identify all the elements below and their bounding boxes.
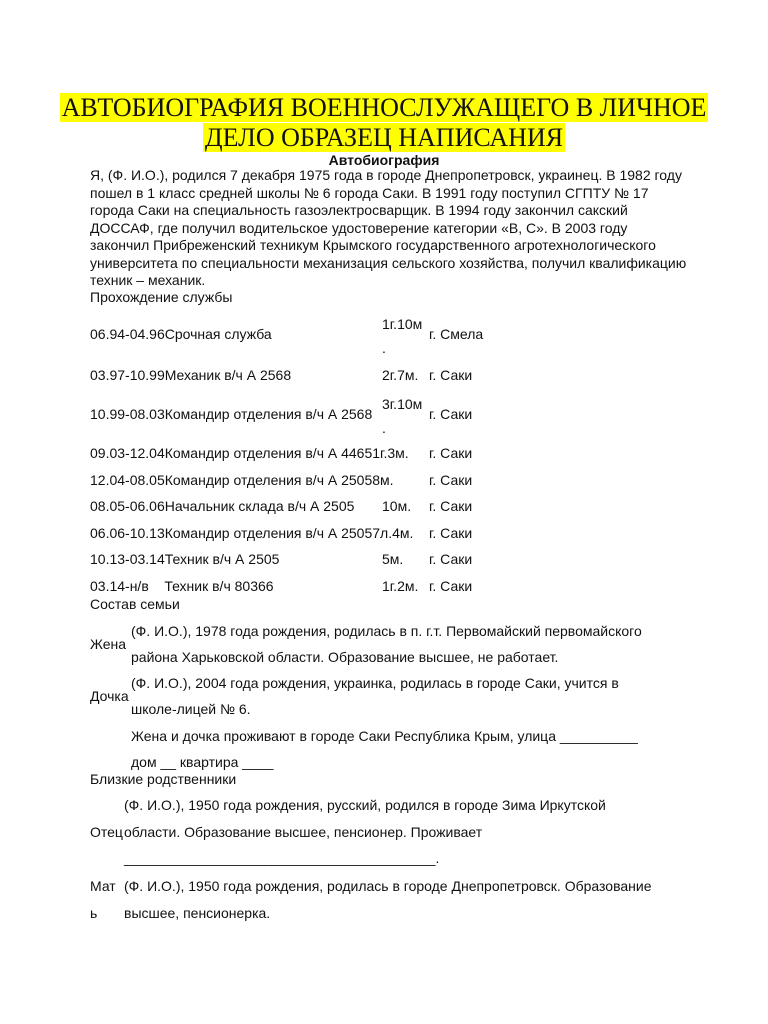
service-duration: 1г.10м bbox=[382, 316, 423, 332]
father-line-1: (Ф. И.О.), 1950 года рождения, русский, родился в городе Зима Иркутской bbox=[124, 797, 606, 813]
residence-text bbox=[131, 723, 691, 775]
residence-line-2: дом __ квартира ____ bbox=[131, 754, 274, 770]
service-duration-dot: . bbox=[382, 420, 386, 436]
mother-line-2: высшее, пенсионерка. bbox=[124, 905, 271, 921]
service-city: г. Саки bbox=[429, 578, 473, 594]
service-city: г. Саки bbox=[429, 498, 473, 514]
mother-line-1: (Ф. И.О.), 1950 года рождения, родилась в городе Днепропетровск. Образование bbox=[124, 878, 652, 894]
daughter-text bbox=[131, 670, 691, 722]
service-row bbox=[90, 498, 690, 518]
service-period: 06.06-10.13Командир отделения в/ч А 25057л.4м. bbox=[90, 525, 414, 541]
page-title bbox=[0, 93, 768, 153]
service-city: г. Саки bbox=[429, 525, 473, 541]
wife-line-1: (Ф. И.О.), 1978 года рождения, родилась в п. г.т. Первомайский первомайского bbox=[131, 623, 642, 639]
service-duration: 5м. bbox=[382, 551, 404, 567]
service-heading: Прохождение службы bbox=[90, 289, 233, 305]
service-period: 12.04-08.05Командир отделения в/ч А 25058м. bbox=[90, 472, 394, 488]
service-duration-dot: . bbox=[382, 340, 386, 356]
daughter-line-1: (Ф. И.О.), 2004 года рождения, украинка, родилась в городе Саки, учится в bbox=[131, 675, 619, 691]
service-period: 10.13-03.14Техник в/ч А 2505 bbox=[90, 551, 280, 567]
service-city: г. Саки bbox=[429, 472, 473, 488]
service-row bbox=[90, 445, 690, 465]
service-row bbox=[90, 551, 690, 571]
father-line-2: области. Образование высшее, пенсионер. Проживает bbox=[124, 824, 483, 840]
daughter-line-2: школе-лицей № 6. bbox=[131, 701, 251, 717]
service-period: 06.94-04.96Срочная служба bbox=[90, 326, 272, 342]
service-city: г. Саки bbox=[429, 406, 473, 422]
service-city: г. Саки bbox=[429, 551, 473, 567]
family-heading: Состав семьи bbox=[90, 596, 180, 612]
subtitle: Автобиография bbox=[328, 152, 440, 168]
service-period: 03.14-н/в Техник в/ч 80366 bbox=[90, 578, 274, 594]
service-period: 08.05-06.06Начальник склада в/ч А 2505 bbox=[90, 498, 355, 514]
service-period: 09.03-12.04Командир отделения в/ч А 44651г.3м. bbox=[90, 445, 409, 461]
title-line-1: АВТОБИОГРАФИЯ ВОЕННОСЛУЖАЩЕГО В ЛИЧНОЕ bbox=[61, 93, 707, 122]
service-city: г. Саки bbox=[429, 367, 473, 383]
wife-line-2: района Харьковской области. Образование высшее, не работает. bbox=[131, 649, 559, 665]
service-duration: 10м. bbox=[382, 498, 412, 514]
service-row bbox=[90, 578, 690, 598]
title-line-2: ДЕЛО ОБРАЗЕЦ НАПИСАНИЯ bbox=[204, 123, 564, 152]
service-city: г. Смела bbox=[429, 326, 484, 342]
residence-line-1: Жена и дочка проживают в городе Саки Республика Крым, улица __________ bbox=[131, 728, 638, 744]
mother-label-part-2: ь bbox=[90, 905, 98, 921]
wife-text bbox=[131, 618, 691, 670]
service-row bbox=[90, 367, 690, 387]
daughter-label: Дочка bbox=[90, 688, 129, 704]
wife-label: Жена bbox=[90, 636, 127, 652]
service-duration: 2г.7м. bbox=[382, 367, 419, 383]
mother-label-part-1: Мат bbox=[90, 878, 116, 894]
father-line-3: ________________________________________. bbox=[124, 850, 440, 866]
service-duration: 1г.2м. bbox=[382, 578, 419, 594]
service-period: 03.97-10.99Механик в/ч А 2568 bbox=[90, 367, 292, 383]
service-period: 10.99-08.03Командир отделения в/ч А 2568 bbox=[90, 406, 373, 422]
relatives-heading: Близкие родственники bbox=[90, 771, 237, 787]
service-city: г. Саки bbox=[429, 445, 473, 461]
father-label: Отец bbox=[90, 824, 123, 840]
service-row bbox=[90, 316, 690, 356]
service-row bbox=[90, 525, 690, 545]
service-duration: 3г.10м bbox=[382, 396, 423, 412]
intro-paragraph: Я, (Ф. И.О.), родился 7 декабря 1975 года в городе Днепропетровск, украинец. В 1982 году пошел в 1 класс средней школы № 6 города Саки. В 1991 году поступил СГПТУ № 17 города Саки на специальность газоэлектросварщик. В 1994 году закончил сакский ДОССАФ, где получил водительское удостоверение категории «В, С». В 2003 году закончил Прибреженский техникум Крымского государственного агротехнологического университета по специальности механизация сельского хозяйства, получил квалификацию техник – механик. bbox=[90, 167, 687, 288]
service-row bbox=[90, 396, 690, 436]
service-row bbox=[90, 472, 690, 492]
